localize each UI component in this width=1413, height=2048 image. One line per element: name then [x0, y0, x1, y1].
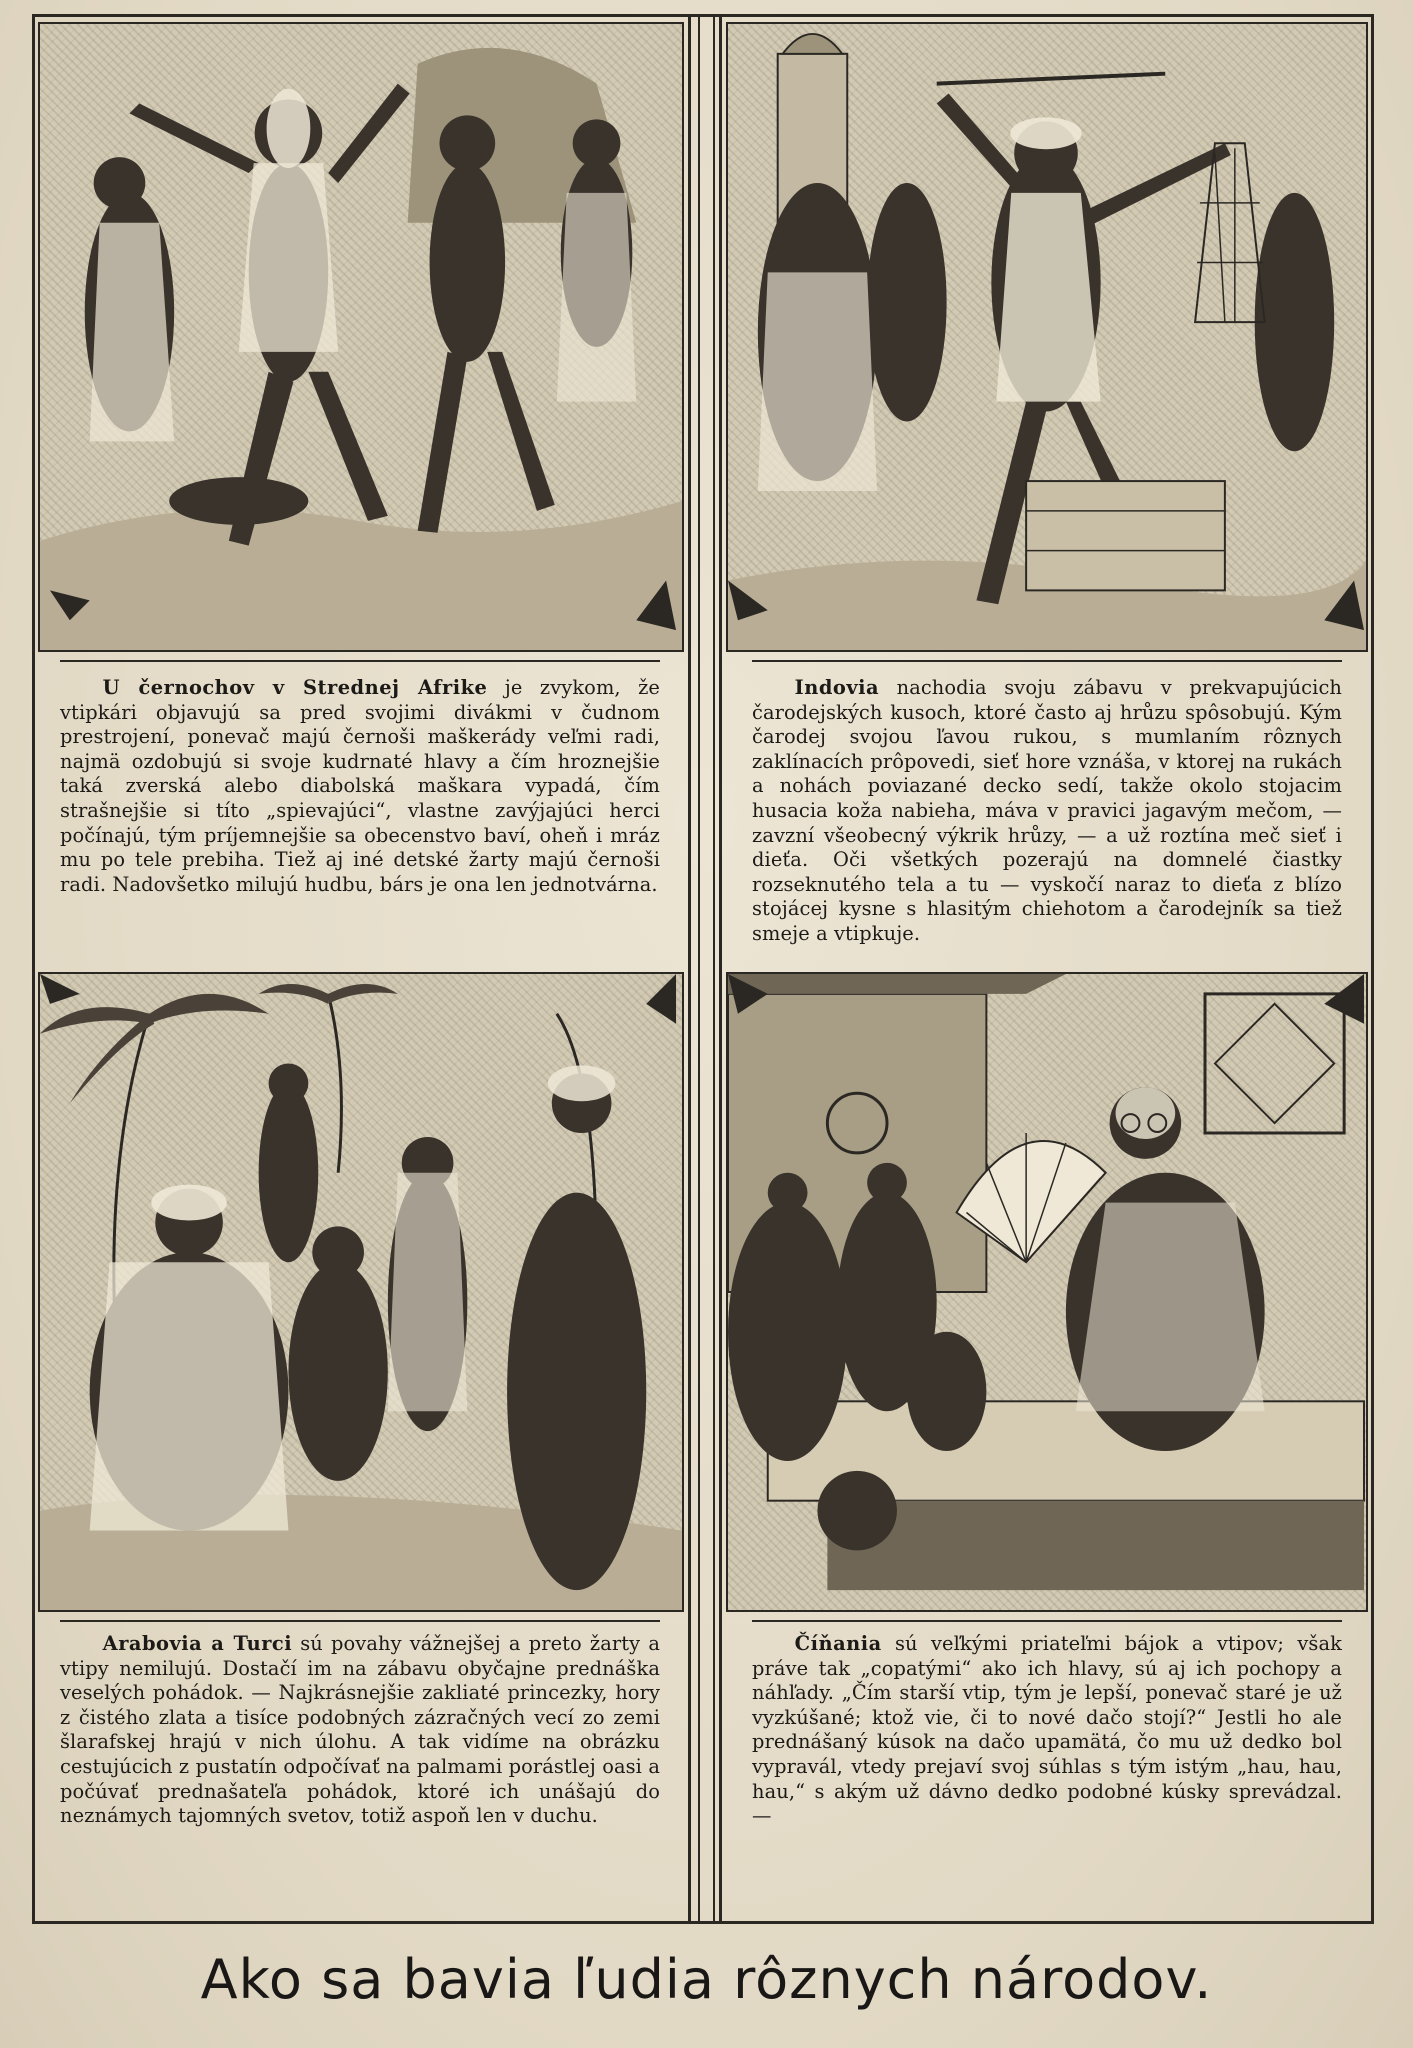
illustration-africa	[38, 22, 684, 652]
arab-storyteller-drawing	[40, 974, 682, 1610]
caption-africa-lead: U černochov v Strednej Afrike	[102, 676, 488, 699]
chinese-storyteller-drawing	[728, 974, 1366, 1610]
caption-arabia	[60, 1620, 660, 1910]
caption-africa-text: je zvykom, že vtipkári objavujú sa pred svojimi divákmi v čudnom prestrojení, ponevač majú černoši maškerády veľmi radi, najmä ozdobujú si svoje kudrnaté hlavy a čím hroznejšie taká zverská alebo diabolská maškara vypadá, čím strašnejšie si títo „spievajúci“, vlastne zavýjajúci herci počínajú, tým príjemnejšie sa obecenstvo baví, oheň i mráz mu po tele prebiha. Tiež aj iné detské žarty majú černoši radi. Nadovšetko milujú hudbu, bárs je ona len jednotvárna.	[60, 676, 660, 896]
caption-india	[752, 660, 1342, 960]
india-magician-drawing	[728, 24, 1366, 650]
caption-china-text: sú veľkými priateľmi bájok a vtipov; však práve tak „copatými“ ako ich hlavy, sú aj ich pochopy a náhľady. „Čím starší vtip, tým je lepší, ponevač staré je už vyzkúšané; ktož vie, či to nové dačo stojí?“ Jestli ho ale prednášaný kúsok na dačo upamätá, čo mu už dedko bol vypravál, vtedy prejaví svoj súhlas s tým istým „hau, hau, hau,“ s akým už dávno dedko podobné kúsky sprevádzal. —	[752, 1632, 1342, 1828]
illustration-china	[726, 972, 1368, 1612]
illustration-india	[726, 22, 1368, 652]
caption-arabia-text: sú povahy vážnejšej a preto žarty a vtipy nemilujú. Dostačí im na zábavu obyčajne prednáška veselých pohádok. — Najkrásnejšie zakliaté princezky, hory z čistého zlata a tisíce podobných zázračných vecí zo zemi šlarafskej hrajú v nich úlohu. A tak vidíme na obrázku cestujúcich z pustatín odpočívať na palmami porástlej oasi a počúvať prednašateľa pohádok, ktoré ich unášajú do neznámych tajomných svetov, totiž aspoň len v duchu.	[60, 1632, 661, 1828]
caption-africa	[60, 660, 660, 930]
caption-china	[752, 1620, 1342, 1910]
caption-arabia-lead: Arabovia a Turci	[102, 1632, 293, 1655]
africa-dance-drawing	[40, 24, 682, 650]
caption-india-text: nachodia svoju zábavu v prekvapujúcich čarodejských kusoch, ktoré často aj hrůzu spôsobujú. Kým čarodej svojou ľavou rukou, s mumlaním rôznych zaklínacích prôpovedi, sieť hore vznáša, v ktorej na rukách a nohách poviazané decko sedí, takže okolo stojacim husacia koža nabieha, máva v pravici jagavým mečom, — zavzní všeobecný výkrik hrůzy, — a už roztína meč sieť i dieťa. Oči všetkých pozerajú na domnelé čiastky rozseknutého tela a tu — vyskočí naraz to dieťa z blízo stojácej kysne s hlasitým chiehotom a čarodejník sa tiež smeje a vtipkuje.	[752, 676, 1342, 945]
page-title: Ako sa bavia ľudia rôznych národov.	[200, 1948, 1213, 2011]
illustration-arabia	[38, 972, 684, 1612]
caption-china-lead: Číňania	[794, 1632, 882, 1655]
center-column-divider	[688, 14, 722, 1924]
caption-india-lead: Indovia	[794, 676, 880, 699]
